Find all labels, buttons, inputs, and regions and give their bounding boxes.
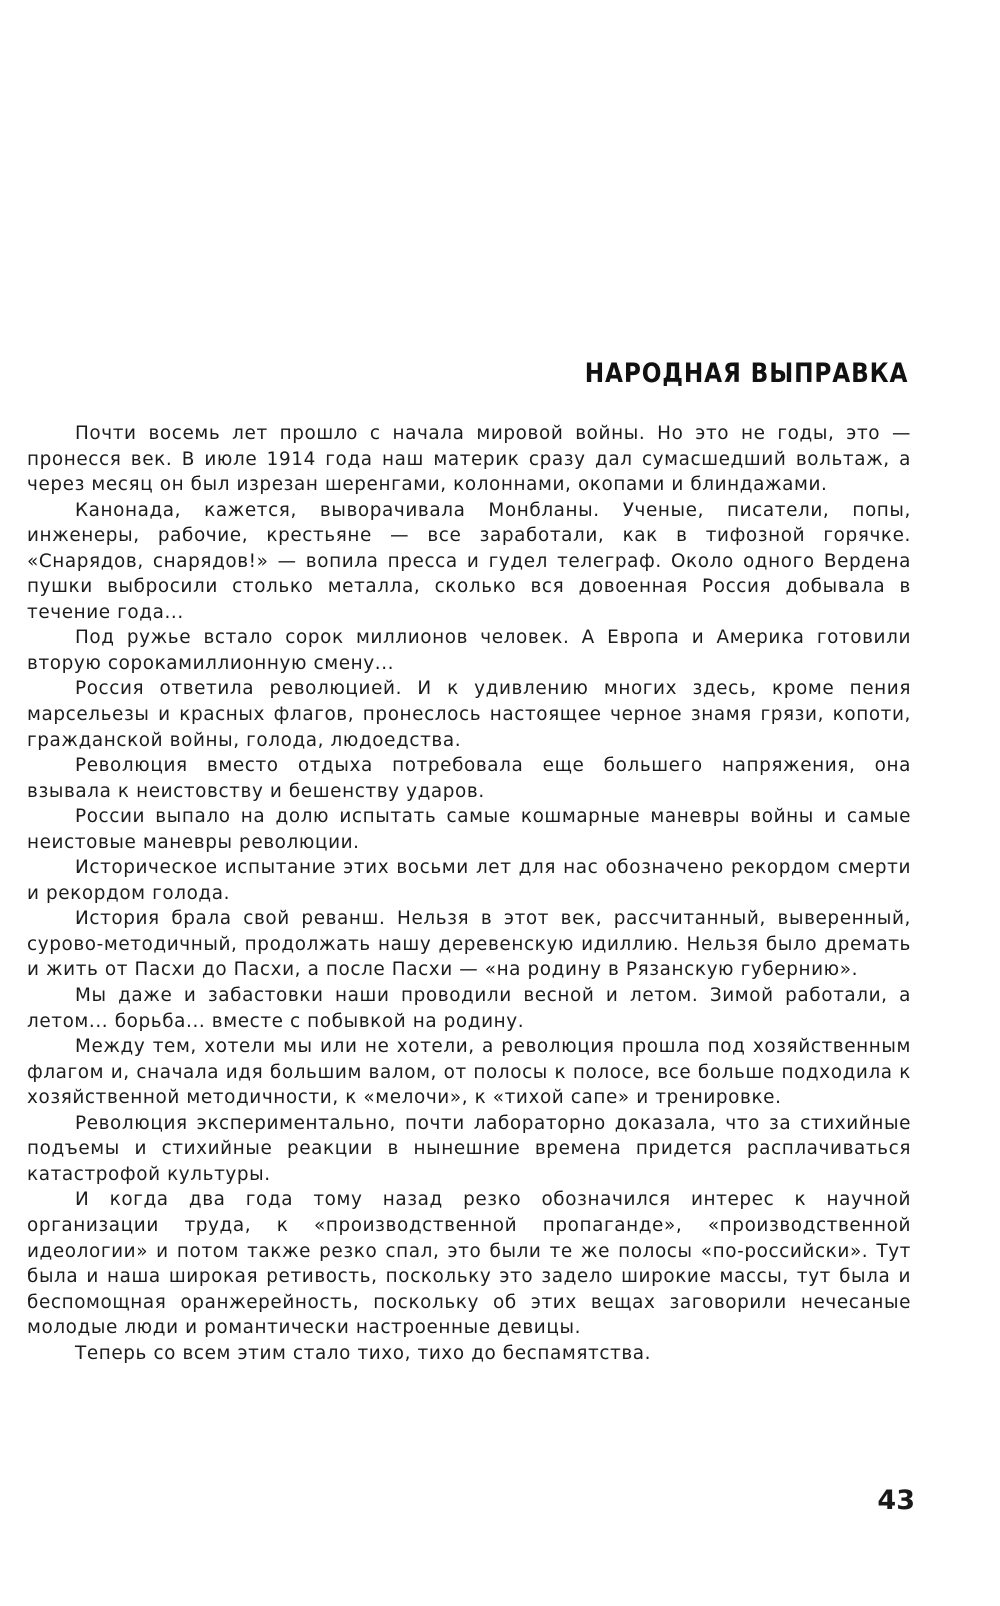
paragraph: Между тем, хотели мы или не хотели, а революция прошла под хозяйственным флагом и, сначала идя большим валом, от полосы к полосе, все больше подходила к хозяйственной методичности, к «мелочи», к «тихой сапе» и тренировке. bbox=[27, 1036, 911, 1109]
page-number: 43 bbox=[877, 1485, 915, 1516]
paragraph: Революция вместо отдыха потребовала еще большего напряжения, она взывала к неистовству и бешенству ударов. bbox=[27, 755, 911, 802]
paragraph: Почти восемь лет прошло с начала мировой войны. Но это не годы, это — пронесся век. В июле 1914 года наш материк сразу дал сумасшедший вольтаж, а через месяц он был изрезан шеренгами, колоннами, окопами и блиндажами. bbox=[27, 423, 911, 496]
paragraph: Канонада, кажется, выворачивала Монбланы. Ученые, писатели, попы, инженеры, рабочие, крестьяне — все заработали, как в тифозной горячке. «Снарядов, снарядов!» — вопила пресса и гудел телеграф. Около одного Вердена пушки выбросили столько металла, сколько вся довоенная Россия добывала в течение года... bbox=[27, 499, 911, 623]
paragraph: Историческое испытание этих восьми лет для нас обозначено рекордом смерти и рекордом голода. bbox=[27, 857, 911, 904]
article-title: НАРОДНАЯ ВЫПРАВКА bbox=[584, 358, 908, 389]
paragraph: Революция экспериментально, почти лабораторно доказала, что за стихийные подъемы и стихийные реакции в нынешние времена придется расплачиваться катастрофой культуры. bbox=[27, 1112, 911, 1185]
article-body bbox=[27, 421, 911, 1366]
paragraph: России выпало на долю испытать самые кошмарные маневры войны и самые неистовые маневры революции. bbox=[27, 806, 911, 853]
paragraph: Мы даже и забастовки наши проводили весной и летом. Зимой работали, а летом... борьба... вместе с побывкой на родину. bbox=[27, 985, 911, 1032]
paragraph: Теперь со всем этим стало тихо, тихо до беспамятства. bbox=[75, 1342, 652, 1364]
paragraph: История брала свой реванш. Нельзя в этот век, рассчитанный, выверенный, сурово-методичный, продолжать нашу деревенскую идиллию. Нельзя было дремать и жить от Пасхи до Пасхи, а после Пасхи — «на родину в Рязанскую губернию». bbox=[27, 908, 911, 981]
paragraph: Под ружье встало сорок миллионов человек. А Европа и Америка готовили вторую сорокамиллионную смену... bbox=[27, 627, 911, 674]
paragraph: И когда два года тому назад резко обозначился интерес к научной организации труда, к «производственной пропаганде», «производственной идеологии» и потом также резко спал, это были те же полосы «по-российски». Тут была и наша широкая ретивость, поскольку это задело широкие массы, тут была и беспомощная оранжерейность, поскольку об этих вещах заговорили нечесаные молодые люди и романтически настроенные девицы. bbox=[27, 1189, 911, 1339]
paragraph: Россия ответила революцией. И к удивлению многих здесь, кроме пения марсельезы и красных флагов, пронеслось настоящее черное знамя грязи, копоти, гражданской войны, голода, людоедства. bbox=[27, 678, 911, 751]
